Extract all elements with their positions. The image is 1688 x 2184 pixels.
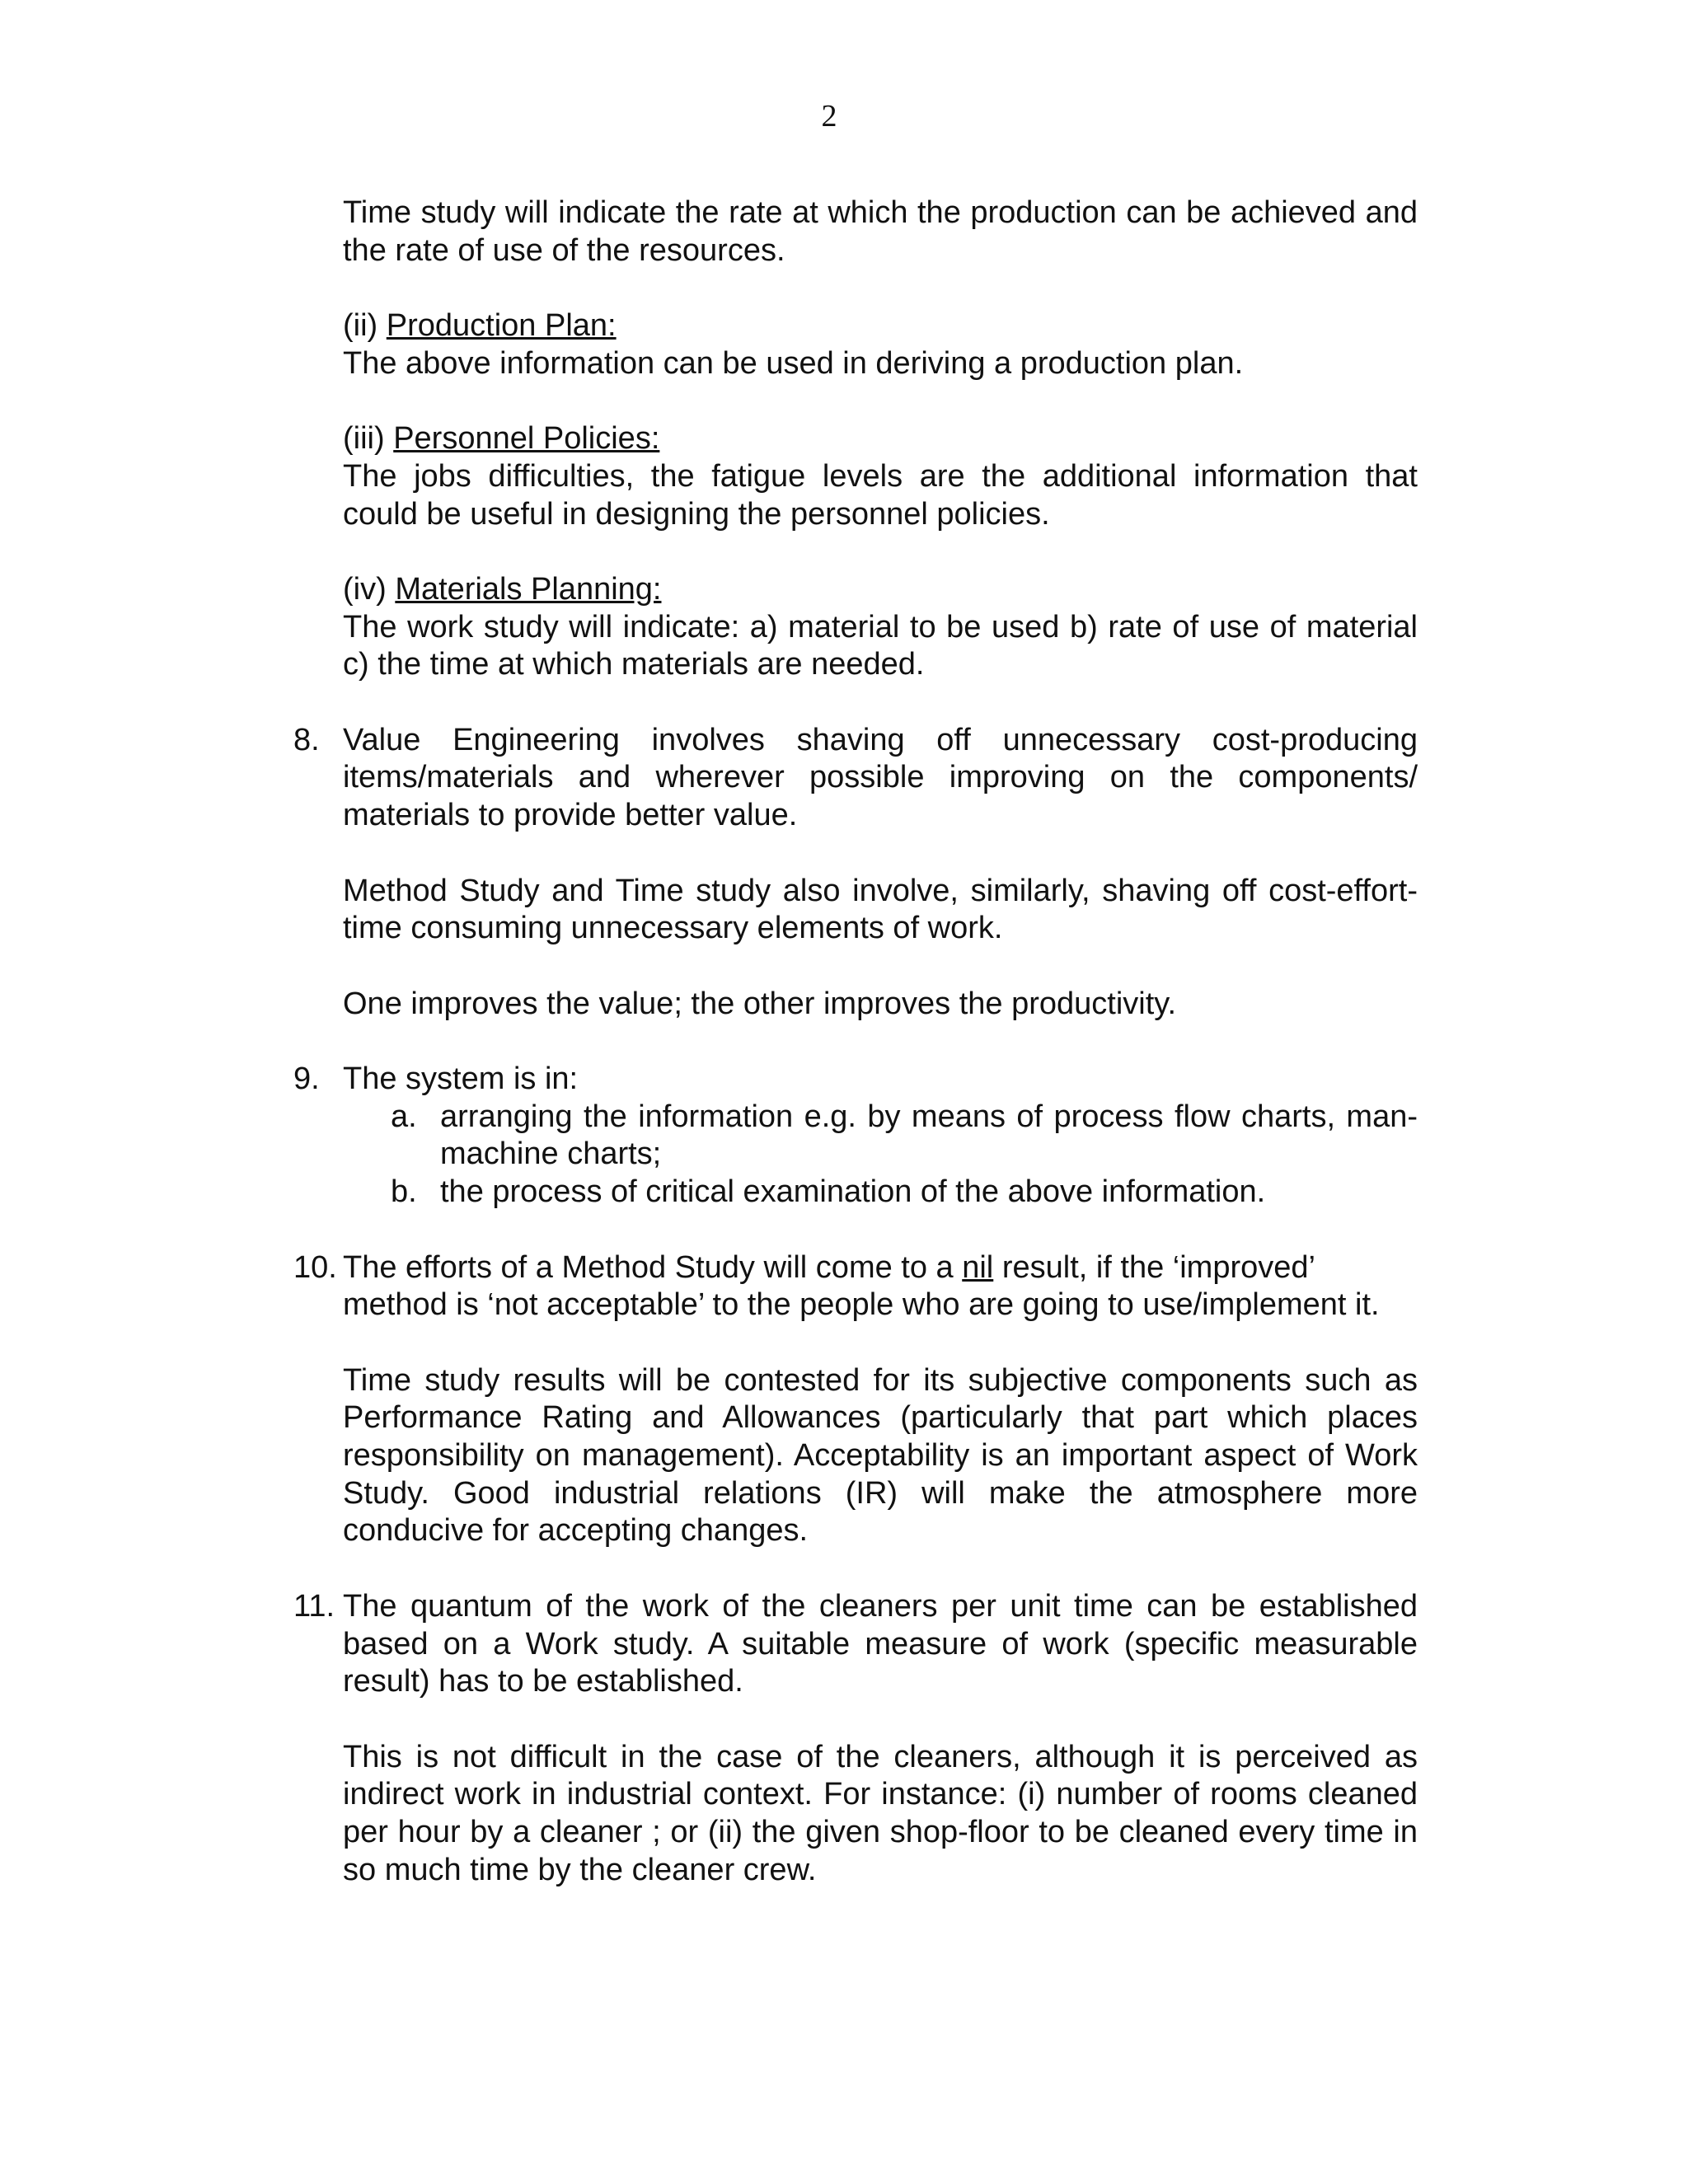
list-number-11: 11. <box>293 1588 335 1624</box>
personnel-policies-text: The jobs difficulties, the fatigue levels are the additional information that could be useful in designing the personnel policies. <box>343 458 1418 532</box>
item-11-paragraph-2: This is not difficult in the case of the cleaners, although it is perceived as indirect work in industrial context. For instance: (i) number of rooms cleaned per hour by a cleaner ; or (ii) the given shop-floor to be cleaned every time in so much time by the cleaner crew. <box>343 1739 1418 1887</box>
item-10-text-before: The efforts of a Method Study will come to a <box>343 1249 963 1285</box>
sub-item-b-text: the process of critical examination of the above information. <box>440 1174 1266 1210</box>
materials-planning-section <box>343 571 1418 684</box>
item-8-paragraph-3: One improves the value; the other improves the productivity. <box>343 986 1177 1021</box>
document-body <box>0 194 1688 1927</box>
list-item-9 <box>0 1061 1688 1212</box>
personnel-policies-heading: Personnel Policies: <box>393 421 660 457</box>
list-item-10 <box>0 1249 1688 1324</box>
item-10-underlined-word: nil <box>962 1249 994 1285</box>
materials-planning-prefix: (iv) <box>343 571 396 607</box>
personnel-policies-section <box>343 420 1418 533</box>
list-number-9: 9. <box>293 1062 320 1097</box>
item-10-text-after: result, if the ‘improved’ method is ‘not acceptable’ to the people who are going to use/implement it. <box>343 1249 1380 1323</box>
page-number: 2 <box>821 99 837 134</box>
sub-item-a <box>0 1099 1688 1174</box>
production-plan-text: The above information can be used in deriving a production plan. <box>343 345 1244 381</box>
sub-item-a-text: arranging the information e.g. by means of process flow charts, man-machine charts; <box>440 1099 1418 1172</box>
production-plan-prefix: (ii) <box>343 308 387 344</box>
list-item-11 <box>0 1588 1688 1701</box>
materials-planning-text: The work study will indicate: a) material to be used b) rate of use of material c) the time at which materials are needed. <box>343 609 1418 682</box>
sub-letter-b: b. <box>391 1174 417 1210</box>
sub-letter-a: a. <box>391 1099 417 1134</box>
list-number-10: 10. <box>293 1249 337 1285</box>
personnel-policies-prefix: (iii) <box>343 421 394 457</box>
list-item-11-text: The quantum of the work of the cleaners per unit time can be established based on a Work study. A suitable measure of work (specific measurable result) has to be established. <box>343 1588 1418 1699</box>
production-plan-section <box>343 307 1418 382</box>
production-plan-heading: Production Plan: <box>386 308 617 344</box>
sub-item-b <box>0 1174 1688 1212</box>
item-10-paragraph-2: Time study results will be contested for its subjective components such as Performance Rating and Allowances (particularly that part which places responsibility on management). Acceptability is an important aspect of Work Study. Good industrial relations (IR) will make the atmosphere more conducive for accepting changes. <box>343 1362 1418 1549</box>
list-item-8-text: Value Engineering involves shaving off unnecessary cost-producing items/materials and wherever possible improving on the components/ materials to provide better value. <box>343 722 1418 833</box>
list-item-9-text: The system is in: <box>343 1062 579 1097</box>
item-8-paragraph-2: Method Study and Time study also involve, similarly, shaving off cost-effort-time consuming unnecessary elements of work. <box>343 873 1418 946</box>
list-number-8: 8. <box>293 722 320 757</box>
list-item-8 <box>0 722 1688 835</box>
materials-planning-heading: Materials Planning: <box>395 571 662 607</box>
intro-paragraph: Time study will indicate the rate at which the production can be achieved and the rate of use of the resources. <box>343 195 1418 268</box>
list-item-10-text <box>343 1249 1418 1324</box>
